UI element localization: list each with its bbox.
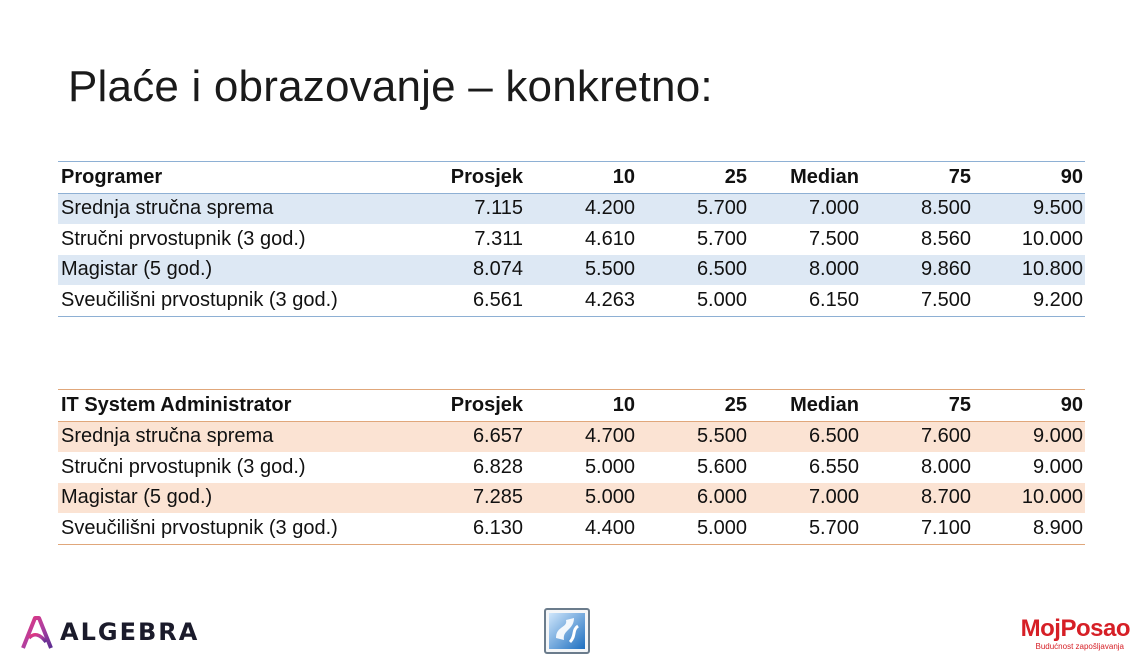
algebra-logo (20, 612, 199, 652)
value-average: 6.657 (413, 421, 525, 452)
table-header-row (58, 390, 1085, 422)
algebra-logo-text: ALGEBRA (60, 618, 200, 646)
value-p90: 10.000 (973, 483, 1085, 514)
slide-title: Plaće i obrazovanje – konkretno: (68, 62, 713, 111)
value-p75: 8.500 (861, 193, 973, 224)
header-p10: 10 (525, 390, 637, 422)
table-row (58, 452, 1085, 483)
mojposao-logo (986, 616, 1130, 651)
value-average: 6.561 (472, 288, 523, 311)
education-level: Stručni prvostupnik (3 god.) (61, 227, 306, 250)
algebra-a-icon (20, 614, 54, 650)
sysadmin-salary-table (58, 389, 1085, 545)
value-p90: 10.800 (973, 255, 1085, 286)
value-average: 7.311 (474, 227, 523, 250)
header-p90: 90 (973, 162, 1085, 194)
value-p10: 4.263 (584, 288, 635, 311)
education-level: Stručni prvostupnik (3 god.) (61, 455, 306, 478)
table-row (58, 285, 1085, 316)
table-row (58, 193, 1085, 224)
value-p10: 5.000 (584, 455, 635, 478)
value-median: 6.550 (808, 455, 859, 478)
value-p75: 8.560 (920, 227, 971, 250)
value-median: 7.500 (808, 227, 859, 250)
header-average: Prosjek (413, 390, 525, 422)
value-p25: 5.500 (637, 421, 749, 452)
value-p25: 6.500 (637, 255, 749, 286)
header-p25: 25 (637, 390, 749, 422)
education-level: Srednja stručna sprema (58, 421, 413, 452)
value-p90: 9.200 (1032, 288, 1083, 311)
education-level: Sveučilišni prvostupnik (3 god.) (61, 288, 338, 311)
value-p90: 9.000 (1032, 455, 1083, 478)
mojposao-logo-tagline: Budućnost zapošljavanja (1035, 642, 1124, 651)
table-row (58, 421, 1085, 452)
value-p25: 6.000 (637, 483, 749, 514)
value-p10: 4.610 (584, 227, 635, 250)
value-p75: 7.500 (920, 288, 971, 311)
value-average: 6.828 (472, 455, 523, 478)
header-p90: 90 (973, 390, 1085, 422)
value-p10: 4.200 (525, 193, 637, 224)
header-average: Prosjek (413, 162, 525, 194)
value-median: 7.000 (749, 193, 861, 224)
programer-salary-table (58, 161, 1085, 317)
value-average: 7.115 (413, 193, 525, 224)
header-median: Median (749, 162, 861, 194)
value-p10: 5.000 (525, 483, 637, 514)
value-p75: 8.700 (861, 483, 973, 514)
value-p90: 9.500 (973, 193, 1085, 224)
value-p25: 5.600 (696, 455, 747, 478)
value-median: 6.150 (808, 288, 859, 311)
value-average: 7.285 (413, 483, 525, 514)
table-row (58, 224, 1085, 255)
table-row (58, 255, 1085, 286)
value-median: 5.700 (808, 516, 859, 539)
value-p25: 5.000 (696, 288, 747, 311)
header-p75: 75 (861, 162, 973, 194)
education-level: Sveučilišni prvostupnik (3 god.) (61, 516, 338, 539)
table-row (58, 483, 1085, 514)
value-p90: 10.000 (1021, 227, 1083, 250)
value-median: 6.500 (749, 421, 861, 452)
table-row (58, 513, 1085, 544)
value-p90: 8.900 (1032, 516, 1083, 539)
value-average: 8.074 (413, 255, 525, 286)
education-level: Magistar (5 god.) (58, 255, 413, 286)
mojposao-logo-name: MojPosao (1020, 615, 1130, 642)
education-level: Magistar (5 god.) (58, 483, 413, 514)
header-job-title: IT System Administrator (58, 390, 413, 422)
value-median: 8.000 (749, 255, 861, 286)
value-average: 6.130 (472, 516, 523, 539)
value-p10: 5.500 (525, 255, 637, 286)
header-job-title: Programer (58, 162, 413, 194)
value-p90: 9.000 (973, 421, 1085, 452)
education-level: Srednja stručna sprema (58, 193, 413, 224)
value-p25: 5.700 (637, 193, 749, 224)
emblem-icon (544, 608, 590, 654)
value-p75: 8.000 (920, 455, 971, 478)
value-p25: 5.000 (696, 516, 747, 539)
header-p10: 10 (525, 162, 637, 194)
value-p75: 9.860 (861, 255, 973, 286)
table-header-row (58, 162, 1085, 194)
header-median: Median (749, 390, 861, 422)
value-p10: 4.700 (525, 421, 637, 452)
value-p75: 7.100 (920, 516, 971, 539)
value-p10: 4.400 (584, 516, 635, 539)
value-p25: 5.700 (696, 227, 747, 250)
value-p75: 7.600 (861, 421, 973, 452)
header-p25: 25 (637, 162, 749, 194)
value-median: 7.000 (749, 483, 861, 514)
header-p75: 75 (861, 390, 973, 422)
